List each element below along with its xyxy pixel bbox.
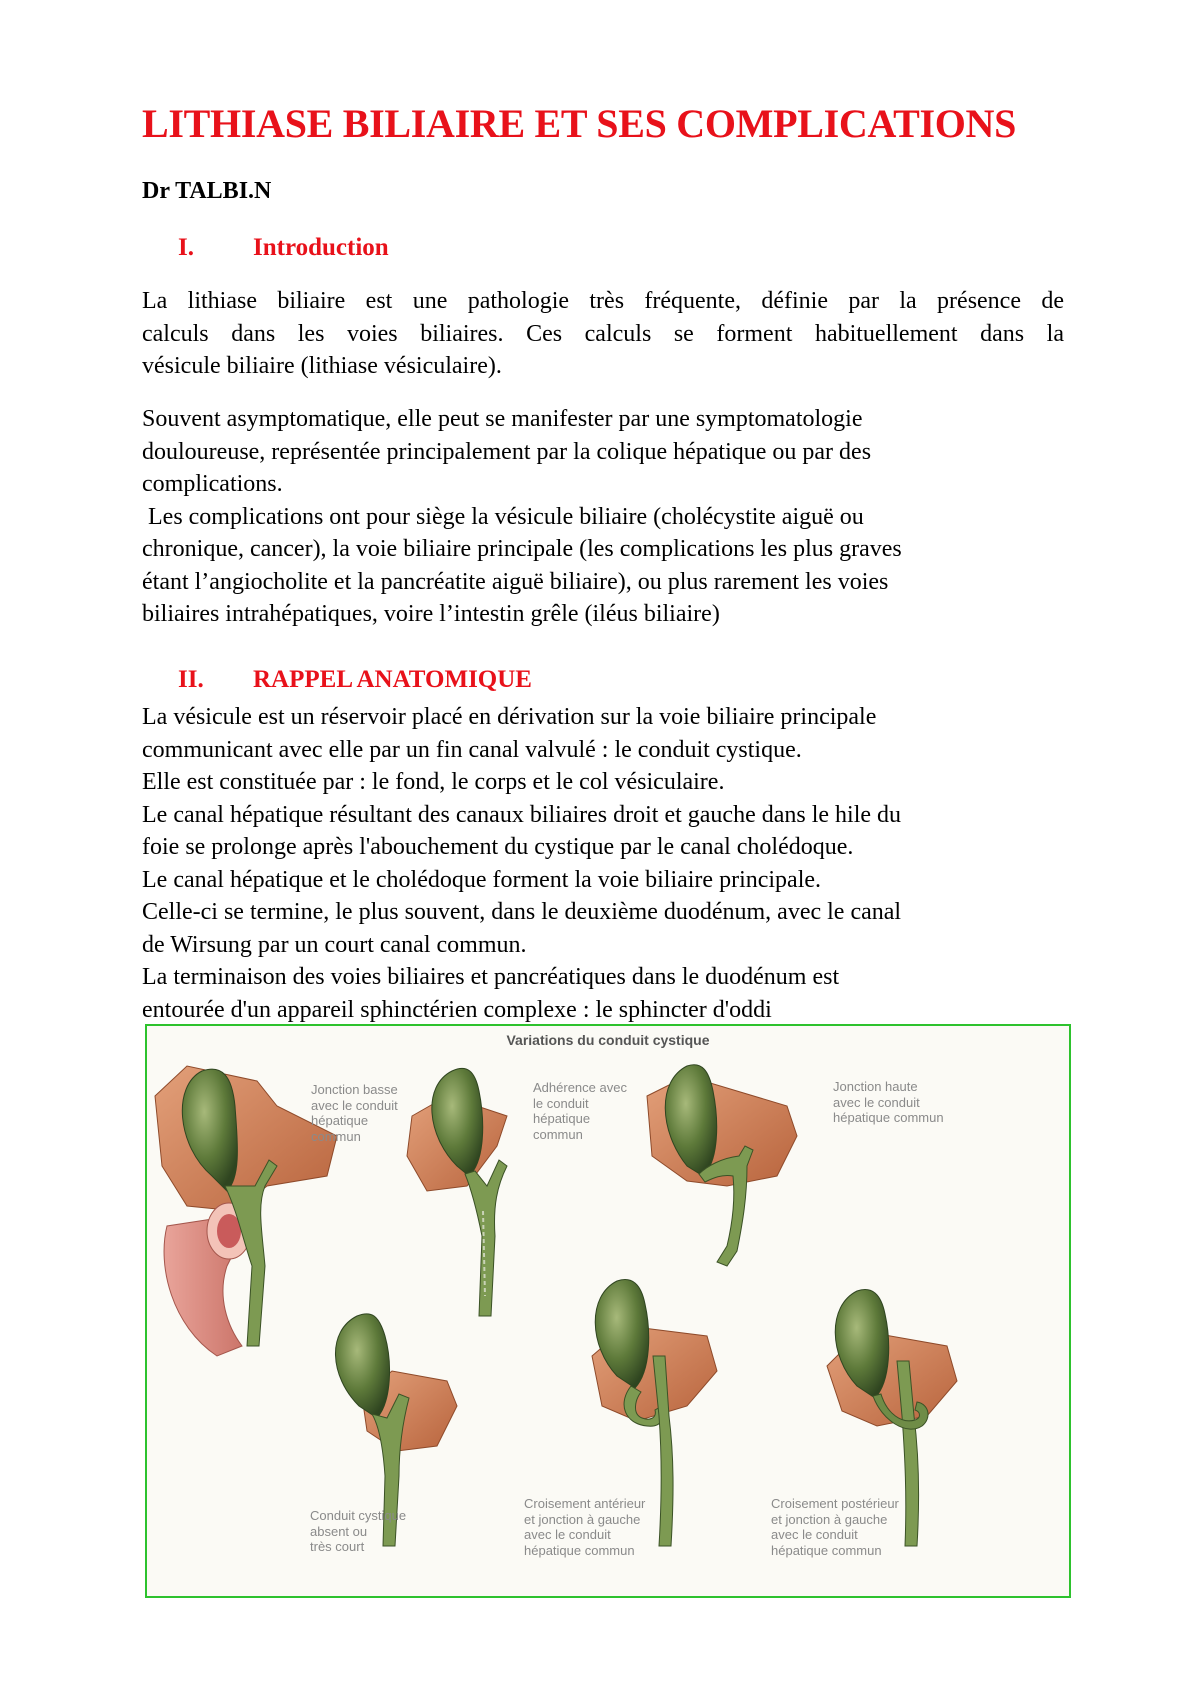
- caption-line: avec le conduit: [524, 1527, 611, 1542]
- section-heading-anatomy: [178, 666, 532, 694]
- text-line: Elle est constituée par : le fond, le corps et le col vésiculaire.: [142, 769, 725, 795]
- caption-posterior-crossing: [771, 1496, 899, 1558]
- text-line: douloureuse, représentée principalement par la colique hépatique ou par des: [142, 438, 872, 465]
- caption-absent-duct: [310, 1508, 406, 1555]
- text-line: de Wirsung par un court canal commun.: [142, 931, 527, 958]
- caption-line: avec le conduit: [833, 1094, 920, 1110]
- text-line: La lithiase biliaire est une pathologie très fréquente, définie par la présence de: [142, 288, 1064, 314]
- caption-line: Croisement antérieur: [524, 1496, 646, 1511]
- caption-line: et jonction à gauche: [524, 1511, 641, 1527]
- author: Dr TALBI.N: [142, 178, 272, 204]
- text-line: chronique, cancer), la voie biliaire principale (les complications les plus graves: [142, 536, 902, 562]
- caption-line: hépatique: [533, 1111, 591, 1126]
- caption-low-junction: [311, 1082, 398, 1144]
- caption-line: très court: [310, 1539, 365, 1554]
- caption-line: commun: [533, 1126, 583, 1142]
- cystic-duct-variations-figure: [145, 1024, 1071, 1598]
- document-title: LITHIASE BILIAIRE ET SES COMPLICATIONS: [142, 101, 1017, 146]
- caption-line: hépatique: [311, 1113, 369, 1128]
- text-line: Le canal hépatique et le cholédoque forment la voie biliaire principale.: [142, 866, 822, 893]
- text-line: complications.: [142, 471, 283, 497]
- caption-line: avec le conduit: [771, 1527, 858, 1542]
- text-line: Les complications ont pour siège la vésicule biliaire (cholécystite aiguë ou: [142, 503, 864, 530]
- text-line: vésicule biliaire (lithiase vésiculaire).: [142, 353, 502, 379]
- caption-line: et jonction à gauche: [771, 1511, 888, 1527]
- text-line: calculs dans les voies biliaires. Ces calculs se forment habituellement dans la: [142, 320, 1064, 347]
- caption-line: Adhérence avec: [533, 1080, 627, 1095]
- text-line: La vésicule est un réservoir placé en dérivation sur la voie biliaire principale: [142, 704, 877, 730]
- text-line: étant l’angiocholite et la pancréatite aiguë biliaire), ou plus rarement les voies: [142, 568, 889, 595]
- caption-line: Jonction basse: [311, 1082, 398, 1097]
- caption-high-junction: [833, 1079, 944, 1126]
- caption-anterior-crossing: [524, 1496, 645, 1558]
- caption-line: hépatique commun: [771, 1542, 882, 1558]
- caption-line: le conduit: [533, 1095, 589, 1111]
- section-title: Introduction: [253, 234, 389, 261]
- caption-line: Jonction haute: [833, 1079, 918, 1094]
- text-line: La terminaison des voies biliaires et pancréatiques dans le duodénum est: [142, 964, 840, 990]
- caption-line: avec le conduit: [311, 1097, 398, 1113]
- caption-line: Croisement postérieur: [771, 1496, 899, 1511]
- text-line: biliaires intrahépatiques, voire l’intestin grêle (iléus biliaire): [142, 601, 720, 627]
- caption-line: absent ou: [310, 1523, 368, 1539]
- section-number: I.: [178, 234, 194, 261]
- text-line: foie se prolonge après l'abouchement du cystique par le canal cholédoque.: [142, 834, 854, 860]
- text-line: entourée d'un appareil sphinctérien complexe : le sphincter d'oddi: [142, 996, 772, 1023]
- figure-title: Variations du conduit cystique: [506, 1032, 710, 1048]
- section-number: II.: [178, 666, 204, 693]
- intro-paragraph-1: [142, 285, 1064, 383]
- caption-line: Conduit cystique: [310, 1508, 407, 1523]
- section-heading-introduction: [178, 234, 389, 262]
- variation-high-junction: [647, 1065, 797, 1266]
- variation-adherence: [407, 1068, 507, 1316]
- text-line: Le canal hépatique résultant des canaux biliaires droit et gauche dans le hile du: [142, 801, 902, 828]
- text-line: Souvent asymptomatique, elle peut se manifester par une symptomatologie: [142, 406, 863, 432]
- caption-line: hépatique commun: [524, 1542, 635, 1558]
- caption-line: commun: [311, 1128, 361, 1144]
- intro-paragraph-2: [142, 403, 1064, 631]
- caption-adherence: [533, 1080, 627, 1142]
- section-title: RAPPEL ANATOMIQUE: [253, 666, 532, 693]
- text-line: Celle-ci se termine, le plus souvent, dans le deuxième duodénum, avec le canal: [142, 899, 902, 925]
- anatomy-paragraph: [142, 701, 1064, 1026]
- caption-line: hépatique commun: [833, 1110, 944, 1125]
- text-line: communicant avec elle par un fin canal valvulé : le conduit cystique.: [142, 736, 802, 763]
- variation-low-junction: [155, 1066, 337, 1356]
